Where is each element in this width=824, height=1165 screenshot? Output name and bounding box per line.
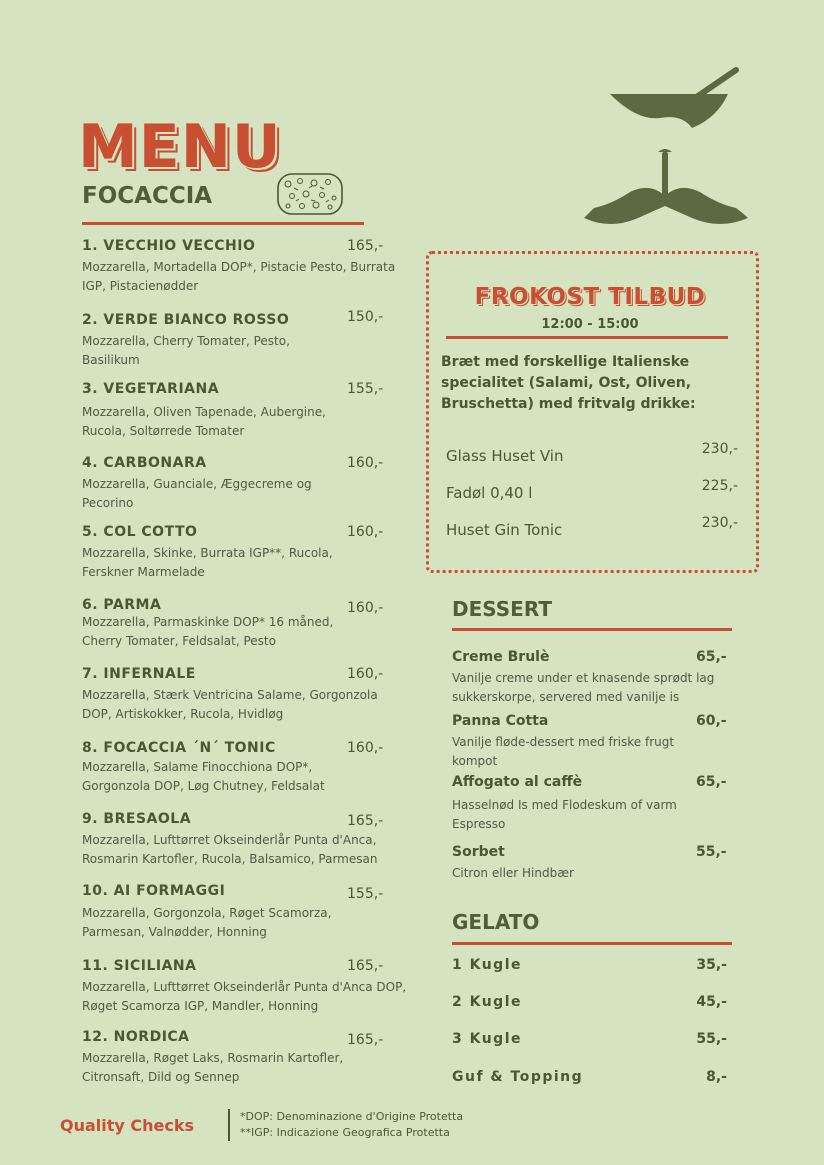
item-price: 55,- [696,1031,727,1047]
item-description: Mozzarella, Mortadella DOP*, Pistacie Pesto, Burrata IGP, Pistacienødder [82,260,396,293]
offer-row [446,515,738,541]
item-price: 160,- [347,740,384,756]
frokost-description: Bræt med forskellige Italienske specialitet (Salami, Ost, Oliven, Bruschetta) med fritvalg drikke: [441,354,696,412]
item-name: 12. NORDICA [82,1029,190,1045]
item-price: 155,- [347,381,384,397]
item-name: Creme Brulè [452,649,550,665]
item-description: Mozzarella, Stærk Ventricina Salame, Gorgonzola DOP, Artiskokker, Rucola, Hvidløg [82,688,378,721]
item-price: 35,- [696,957,727,973]
item-description: Mozzarella, Lufttørret Okseinderlår Punta d'Anca, Rosmarin Kartofler, Rucola, Balsamico, Parmesan [82,833,378,866]
offer-price: 230,- [701,441,738,457]
item-description: Mozzarella, Skinke, Burrata IGP**, Rucola, Ferskner Marmelade [82,546,333,579]
item-name: 11. SICILIANA [82,958,197,974]
offer-label: Fadøl 0,40 l [446,484,533,502]
item-description: Mozzarella, Salame Finocchiona DOP*, Gorgonzola DOP, Løg Chutney, Feldsalat [82,760,325,793]
dessert-divider [452,628,732,631]
item-price: 165,- [347,813,384,829]
item-name: 7. INFERNALE [82,666,196,682]
item-price: 65,- [696,649,727,665]
footnotes [228,1109,463,1141]
item-price: 150,- [347,309,384,325]
item-description: Vanilje fløde-dessert med friske frugt kompot [452,735,675,768]
offer-label: Glass Huset Vin [446,447,564,465]
item-name: Guf & Topping [452,1069,584,1085]
item-description: Mozzarella, Lufttørret Okseinderlår Punta d'Anca DOP, Røget Scamorza IGP, Mandler, Honning [82,980,407,1013]
item-price: 65,- [696,774,727,790]
frokost-divider [446,336,728,339]
offer-price: 225,- [701,478,738,494]
item-price: 165,- [347,238,384,254]
item-name: 5. COL COTTO [82,524,198,540]
footnote-igp: **IGP: Indicazione Geografica Protetta [240,1126,450,1139]
item-price: 8,- [706,1069,727,1085]
focaccia-icon [276,172,344,216]
item-description: Mozzarella, Gorgonzola, Røget Scamorza, Parmesan, Valnødder, Honning [82,906,332,939]
item-description: Vanilje creme under et knasende sprødt lag sukkerskorpe, servered med vanilje is [452,671,715,704]
focaccia-divider [82,222,364,225]
item-name: Sorbet [452,844,505,860]
offer-label: Huset Gin Tonic [446,521,563,539]
item-name: 6. PARMA [82,597,162,613]
item-name: 2. VERDE BIANCO ROSSO [82,312,290,328]
item-price: 160,- [347,600,384,616]
item-name: 2 Kugle [452,994,522,1010]
offer-price: 230,- [701,515,738,531]
item-description: Hasselnød Is med Flodeskum of varm Espresso [452,798,677,831]
item-description: Citron eller Hindbær [452,866,574,880]
item-name: 9. BRESAOLA [82,811,192,827]
frokost-title: FROKOST TILBUD [474,284,706,310]
item-price: 55,- [696,844,727,860]
item-price: 160,- [347,666,384,682]
item-name: Panna Cotta [452,713,549,729]
item-name: 10. AI FORMAGGI [82,883,226,899]
item-name: 3 Kugle [452,1031,522,1047]
item-price: 165,- [347,958,384,974]
frokost-time: 12:00 - 15:00 [541,317,639,332]
menu-title: MENU [78,112,282,182]
gelato-divider [452,942,732,945]
cocktail-mustache-icon [582,66,752,230]
item-price: 165,- [347,1032,384,1048]
item-price: 160,- [347,524,384,540]
gelato-heading: GELATO [452,910,540,934]
item-name: 1 Kugle [452,957,522,973]
item-price: 45,- [696,994,727,1010]
item-description: Mozzarella, Parmaskinke DOP* 16 måned, Cherry Tomater, Feldsalat, Pesto [82,615,334,648]
item-price: 60,- [696,713,727,729]
item-name: 8. FOCACCIA ´N´ TONIC [82,740,276,756]
item-price: 160,- [347,455,384,471]
item-description: Mozzarella, Cherry Tomater, Pesto, Basilikum [82,334,290,367]
offer-row [446,478,738,504]
footnote-dop: *DOP: Denominazione d'Origine Protetta [240,1110,464,1123]
item-description: Mozzarella, Guanciale, Æggecreme og Pecorino [82,477,312,510]
item-price: 155,- [347,886,384,902]
item-name: 3. VEGETARIANA [82,381,220,397]
dessert-heading: DESSERT [452,597,552,621]
item-description: Mozzarella, Oliven Tapenade, Aubergine, Rucola, Soltørrede Tomater [82,405,326,438]
item-name: Affogato al caffè [452,774,583,790]
offer-row [446,441,738,467]
focaccia-heading: FOCACCIA [82,183,213,209]
item-name: 4. CARBONARA [82,455,207,471]
quality-checks-label: Quality Checks [60,1116,195,1135]
item-name: 1. VECCHIO VECCHIO [82,238,256,254]
item-description: Mozzarella, Røget Laks, Rosmarin Kartofler, Citronsaft, Dild og Sennep [82,1051,344,1084]
